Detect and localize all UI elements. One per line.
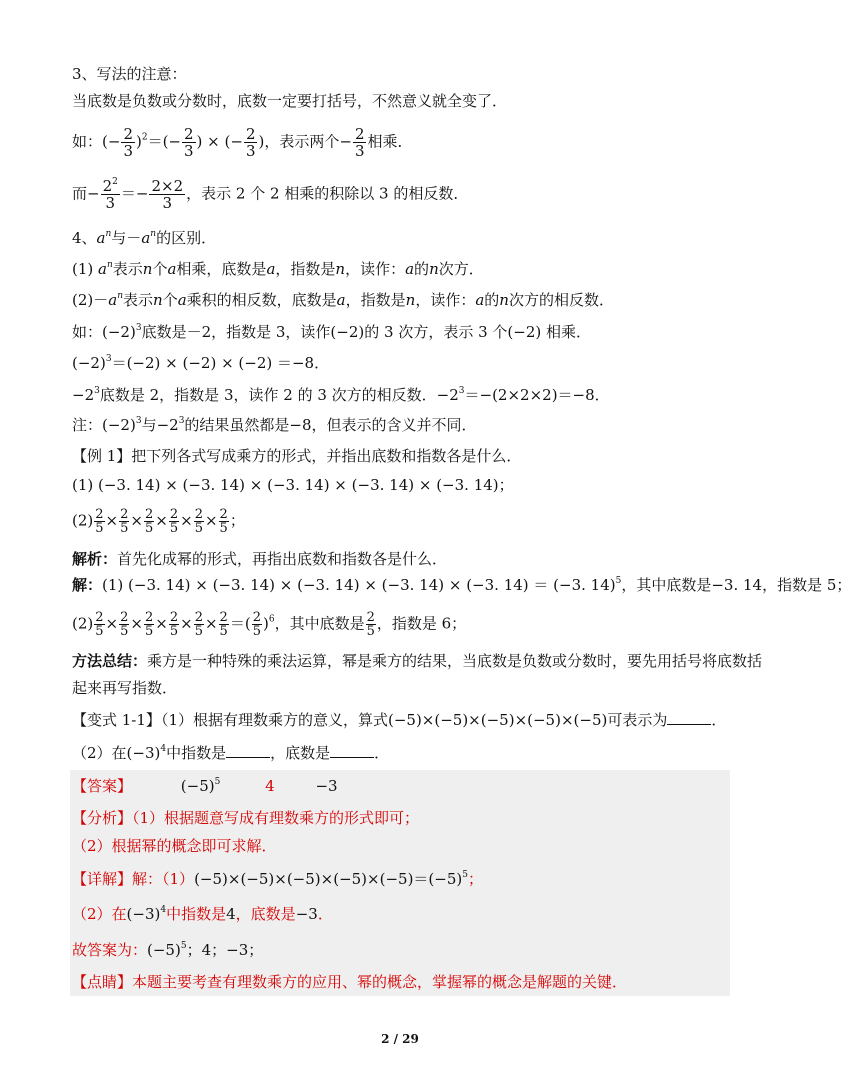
section-4-example-3: $-2^3$底数是 2，指数是 3，读作 2 的 3 次方的相反数．$-2^3=-(2\times 2\times 2)=-8$． <box>72 386 610 404</box>
section-4-point-2: $(2)-a^n$表示n个a乘积的相反数，底数是a，指数是n，读作：a的n次方的相反数． <box>72 291 614 309</box>
answer-blank <box>330 743 374 758</box>
answer-blank <box>226 743 270 758</box>
example-1-question-1: (1) (−3. 14) × (−3. 14) × (−3. 14) × (−3. 14) × (−3. 14)； <box>72 476 514 494</box>
example-1-title: 【例 1】把下列各式写成乘方的形式，并指出底数和指数各是什么． <box>72 447 522 465</box>
section-3-example-2: 而− $\frac{2^2}{3}$ ＝− $\frac{2\times 2}{3}$ ，表示 2 个 2 相乘的积除以 3 的相反数． <box>72 177 469 212</box>
section-3-example-1: 如：(− $\frac{2}{3}$ )$^2$＝(− $\frac{2}{3}$ ) × (− $\frac{2}{3}$ )，表示两个− $\frac{2}{3}$ 相乘． <box>72 125 413 160</box>
example-1-solution-1: 解：(1) (−3. 14) × (−3. 14) × (−3. 14) × (−3. 14) × (−3. 14) ＝ (−3. 14)$^5$，其中底数是−3. 14，指数是 5； <box>72 576 851 594</box>
page-number: 2 / 29 <box>381 1032 419 1046</box>
section-4-example-1: 如：$(-2)^3$底数是－2，指数是 3，读作(−2)的 3 次方，表示 3 个(−2) 相乘． <box>72 323 591 341</box>
detail-line-1: 【详解】解：$(1)(-5)\times(-5)\times(-5)\times(-5)\times(-5)=(-5)^5$； <box>72 870 483 888</box>
comment-line: 【点睛】本题主要考查有理数乘方的应用、幂的概念，掌握幂的概念是解题的关键． <box>72 973 628 991</box>
section-4-note: 注：$(-2)^3$与$-2^3$的结果虽然都是−8，但表示的含义并不同． <box>72 416 477 434</box>
section-4-point-1: (1) $a^n$表示n个a相乘，底数是a，指数是n，读作：a的n次方． <box>72 260 484 278</box>
section-4-example-2: $(-2)^3=(-2) \times (-2) \times (-2) =-8$． <box>72 354 330 372</box>
answer-line: 【答案】 $(-5)^5$ 4 −3 <box>72 777 338 795</box>
answer-blank <box>667 710 711 725</box>
section-3-rule: 当底数是负数或分数时，底数一定要打括号，不然意义就全变了． <box>72 92 508 110</box>
method-summary-line-2: 起来再写指数． <box>72 679 178 697</box>
detail-line-2: （2）在$(-3)^4$中指数是4，底数是−3． <box>72 905 333 923</box>
analysis-line-2: （2）根据幂的概念即可求解． <box>72 837 277 855</box>
example-1-analysis: 解析：首先化成幂的形式，再指出底数和指数各是什么． <box>72 550 448 568</box>
method-summary-line-1: 方法总结：乘方是一种特殊的乘法运算，幂是乘方的结果，当底数是负数或分数时，要先用括号将底数括 <box>72 652 763 670</box>
example-1-solution-2: (2) $\frac{2}{5}$ × $\frac{2}{5}$ × $\frac{2}{5}$ × $\frac{2}{5}$ × $\frac{2}{5}$ × $\frac{2}{5}$ ＝( $\frac{2}{5}$ )$^6$，其中底数是 $\frac{2}{5}$ ，指数是 6； <box>72 610 467 639</box>
final-answer-line: 故答案为：$(-5)^5$；4；−3； <box>72 941 264 959</box>
variant-question-2: （2）在$(-3)^4$中指数是 ，底数是 ． <box>72 744 390 762</box>
variant-question-1: 【变式 1-1】（1）根据有理数乘方的意义，算式(−5)×(−5)×(−5)×(−5)×(−5)可表示为 ． <box>72 711 727 729</box>
example-1-question-2: (2) $\frac{2}{5}$ × $\frac{2}{5}$ × $\frac{2}{5}$ × $\frac{2}{5}$ × $\frac{2}{5}$ × $\frac{2}{5}$ ； <box>72 507 245 536</box>
analysis-line-1: 【分析】（1）根据题意写成有理数乘方的形式即可； <box>72 809 420 827</box>
section-4-title: 4、$a^n$与$-a^n$的区别． <box>72 229 217 247</box>
section-3-title: 3、写法的注意： <box>72 65 187 83</box>
